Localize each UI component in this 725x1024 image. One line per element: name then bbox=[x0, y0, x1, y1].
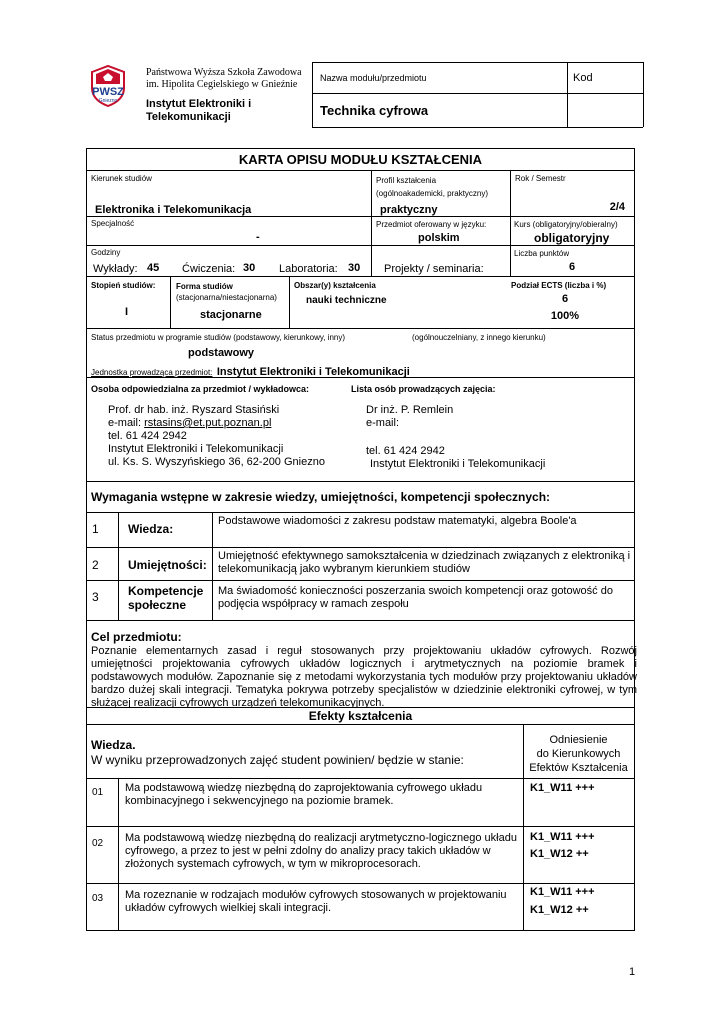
module-name-label: Nazwa modułu/przedmiotu bbox=[320, 73, 427, 83]
projekty-label: Projekty / seminaria: bbox=[384, 263, 484, 275]
rok-value: 2/4 bbox=[609, 201, 625, 213]
req-desc-3: Ma świadomość konieczności poszerzania swoich kompetencji oraz gotowość do podjęcia współpracy w ramach zespołu bbox=[218, 585, 613, 610]
jezyk-value: polskim bbox=[418, 232, 460, 244]
school-name-line1: Państwowa Wyższa Szkoła Zawodowa bbox=[146, 67, 302, 78]
jednostka-value: Instytut Elektroniki i Telekomunikacji bbox=[216, 366, 410, 378]
punkty-label: Liczba punktów bbox=[514, 249, 570, 258]
card-title: KARTA OPISU MODUŁU KSZTAŁCENIA bbox=[238, 152, 483, 167]
wyklady-value: 45 bbox=[147, 262, 160, 274]
obszar-label: Obszar(y) kształcenia bbox=[294, 281, 376, 290]
page-number: 1 bbox=[629, 966, 636, 978]
specjalnosc-label: Specjalność bbox=[91, 219, 135, 228]
module-name: Technika cyfrowa bbox=[320, 103, 429, 118]
osoba-details bbox=[108, 404, 325, 469]
wyklady-label: Wykłady: bbox=[93, 263, 138, 275]
kierunek-value: Elektronika i Telekomunikacja bbox=[95, 204, 252, 216]
osoba-label: Osoba odpowiedzialna za przedmiot / wykładowca: bbox=[91, 384, 310, 394]
institute-line2: Telekomunikacji bbox=[146, 111, 231, 123]
osoba-email-link[interactable]: rstasins@et.put.poznan.pl bbox=[144, 417, 272, 429]
outcome-num-01: 01 bbox=[92, 787, 104, 798]
outcome-ref-01-a: K1_W11 +++ bbox=[530, 782, 595, 794]
specjalnosc-value: - bbox=[256, 231, 260, 243]
lista-name: Dr inż. P. Remlein bbox=[366, 404, 454, 416]
kurs-value: obligatoryjny bbox=[534, 231, 610, 245]
lista-details bbox=[366, 404, 453, 430]
godziny-label: Godziny bbox=[91, 248, 121, 257]
kurs-label: Kurs (obligatoryjny/obieralny) bbox=[514, 220, 618, 229]
goal-title: Cel przedmiotu: bbox=[91, 630, 182, 644]
profil-value: praktyczny bbox=[380, 204, 438, 216]
outcome-num-03: 03 bbox=[92, 893, 104, 904]
cwiczenia-label: Ćwiczenia: bbox=[182, 263, 236, 275]
outcome-ref-02-a: K1_W11 +++ bbox=[530, 831, 595, 843]
req-name-3: Kompetencje społeczne bbox=[128, 584, 204, 612]
rok-label: Rok / Semestr bbox=[515, 174, 566, 183]
lista-institute: Instytut Elektroniki i Telekomunikacji bbox=[370, 458, 546, 470]
outcome-desc-02: Ma podstawową wiedzę niezbędną do realizacji arytmetyczno-logicznego układu cyfrowego, a przez to jest w pełni zdolny do analizy pracy takich układów w złożonych systemach cyfrowych, w tym w mikroprocesorach. bbox=[125, 832, 517, 870]
laboratoria-value: 30 bbox=[348, 262, 361, 274]
ects-value1: 6 bbox=[561, 293, 569, 305]
lista-tel: tel. 61 424 2942 bbox=[366, 445, 445, 457]
status-label: Status przedmiotu w programie studiów (podstawowy, kierunkowy, inny) bbox=[91, 333, 346, 342]
requirements-title: Wymagania wstępne w zakresie wiedzy, umiejętności, kompetencji społecznych: bbox=[91, 490, 551, 504]
lista-label: Lista osób prowadzących zajęcia: bbox=[351, 384, 496, 394]
osoba-address: ul. Ks. S. Wyszyńskiego 36, 62-200 Gniezno bbox=[108, 456, 325, 468]
osoba-name: Prof. dr hab. inż. Ryszard Stasiński bbox=[108, 404, 280, 416]
req-desc-1: Podstawowe wiadomości z zakresu podstaw matematyki, algebra Boole'a bbox=[218, 515, 577, 527]
outcome-desc-03: Ma rozeznanie w rodzajach modułów cyfrowych stosowanych w projektowaniu układów cyfrowych wielkiej skali integracji. bbox=[125, 889, 507, 914]
jednostka-label: Jednostka prowadząca przedmiot: bbox=[91, 368, 213, 377]
ects-value2: 100% bbox=[550, 310, 580, 322]
punkty-value: 6 bbox=[568, 261, 576, 273]
forma-value: stacjonarne bbox=[200, 309, 262, 321]
req-num-1: 1 bbox=[92, 522, 99, 536]
osoba-tel: tel. 61 424 2942 bbox=[108, 430, 187, 442]
req-num-3: 3 bbox=[92, 590, 99, 604]
outcome-num-02: 02 bbox=[92, 838, 104, 849]
outcome-ref-02-b: K1_W12 ++ bbox=[530, 848, 589, 860]
status-value: podstawowy bbox=[188, 347, 255, 359]
stopien-label: Stopień studiów: bbox=[91, 281, 156, 290]
outcome-ref-03-a: K1_W11 +++ bbox=[530, 886, 595, 898]
institute-line1: Instytut Elektroniki i bbox=[146, 98, 252, 110]
osoba-email-line: e-mail: rstasins@et.put.poznan.pl bbox=[108, 417, 272, 429]
code-label: Kod bbox=[573, 72, 593, 84]
req-num-2: 2 bbox=[92, 558, 99, 572]
ects-label: Podział ECTS (liczba i %) bbox=[511, 281, 607, 290]
outcomes-title: Efekty kształcenia bbox=[308, 709, 413, 723]
goal-text: Poznanie elementarnych zasad i reguł stosowanych przy projektowaniu układów cyfrowych. Rozwój umiejętności projektowania cyfrowych układów logicznych i arytmetycznych na poziomie bramek i podstawowych modułów. Zapoznanie się z metodami wykorzystania tych modułów przy projektowaniu układów bardzo dużej skali integracji. Tematyka pokrywa potrzeby specjalistów w dziedzinie elektroniki cyfrowej, w tym służącej realizacji cyfrowych urządzeń telekomunikacyjnych. bbox=[91, 645, 637, 707]
school-name-line2: im. Hipolita Cegielskiego w Gnieźnie bbox=[146, 79, 298, 90]
logo-subtext: Gniezno bbox=[98, 98, 118, 104]
lista-email: e-mail: bbox=[366, 417, 400, 429]
req-name-2: Umiejętności: bbox=[128, 558, 207, 572]
school-logo bbox=[86, 62, 130, 108]
laboratoria-label: Laboratoria: bbox=[279, 263, 338, 275]
logo-text: PWSZ bbox=[92, 86, 124, 98]
ref-header: Odniesienie do Kierunkowych Efektów Kształcenia bbox=[529, 734, 628, 774]
outcome-desc-01: Ma podstawową wiedzę niezbędną do zaprojektowania cyfrowego układu kombinacyjnego i sekwencyjnego na poziomie bramek. bbox=[125, 782, 483, 807]
profil-label: Profil kształcenia (ogólnoakademicki, praktyczny) bbox=[376, 176, 489, 198]
wiedza-title: Wiedza. bbox=[91, 738, 136, 752]
status-label2: (ogólnouczelniany, z innego kierunku) bbox=[412, 333, 546, 342]
stopien-value: I bbox=[125, 306, 129, 318]
req-name-1: Wiedza: bbox=[128, 522, 174, 536]
wiedza-subtitle: W wyniku przeprowadzonych zajęć student powinien/ będzie w stanie: bbox=[91, 753, 464, 767]
outcome-ref-03-b: K1_W12 ++ bbox=[530, 904, 589, 916]
obszar-value: nauki techniczne bbox=[306, 295, 387, 306]
osoba-institute: Instytut Elektroniki i Telekomunikacji bbox=[108, 443, 284, 455]
cwiczenia-value: 30 bbox=[243, 262, 256, 274]
kierunek-label: Kierunek studiów bbox=[91, 174, 152, 183]
forma-label: Forma studiów (stacjonarna/niestacjonarna) bbox=[176, 282, 277, 302]
jezyk-label: Przedmiot oferowany w języku: bbox=[376, 220, 487, 229]
req-desc-2: Umiejętność efektywnego samokształcenia w dziedzinach związanych z elektroniką i telekomunikacją jako wybranym kierunkiem studiów bbox=[218, 550, 631, 575]
